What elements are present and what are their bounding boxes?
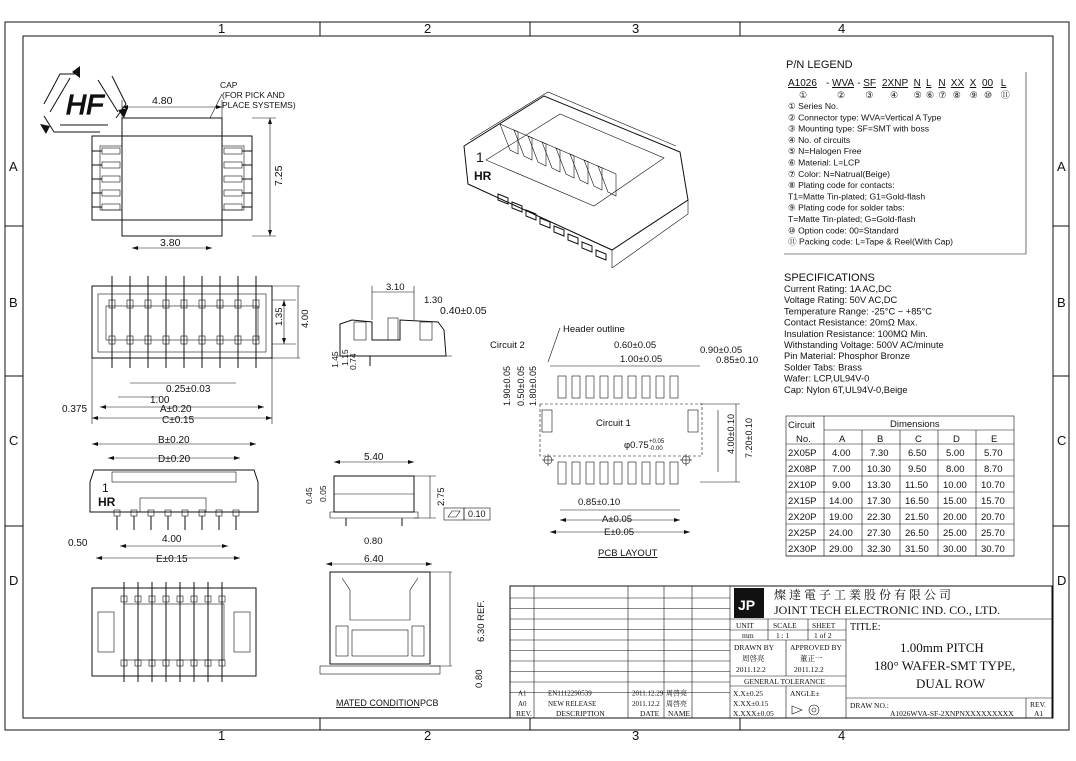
legend-code: 2XNP [882, 78, 909, 89]
scale-header: SCALE [773, 621, 797, 630]
table-col-header: C [915, 434, 922, 445]
table-cell: 17.30 [867, 496, 891, 507]
table-cell: 10.70 [981, 480, 1005, 491]
legend-code-num: ⑪ [1000, 90, 1010, 100]
table-row-label: 2X15P [788, 496, 817, 507]
table-col-header: B [877, 434, 884, 445]
dim-5-40: 5.40 [364, 452, 384, 463]
table-header-dimensions: Dimensions [890, 419, 940, 430]
top-view-cap [92, 80, 296, 250]
circuit-2-label: Circuit 2 [490, 340, 525, 351]
unit-header: UNIT [736, 621, 754, 630]
legend-title: P/N LEGEND [786, 59, 853, 71]
draw-no-header: DRAW NO.: [850, 701, 889, 710]
dim-7-20: 7.20±0.10 [744, 418, 754, 458]
zone-bottom-4: 4 [838, 728, 846, 743]
legend-line: ① Series No. [788, 101, 839, 111]
legend-code-num: ⑤ [913, 90, 922, 100]
zone-right-b: B [1057, 295, 1066, 310]
table-cell: 15.00 [943, 496, 967, 507]
zone-top-1: 1 [218, 21, 226, 36]
table-cell: 14.00 [829, 496, 853, 507]
halogen-free-logo [40, 66, 128, 134]
table-cell: 13.30 [867, 480, 891, 491]
table-cell: 27.30 [867, 528, 891, 539]
zone-top-3: 3 [632, 21, 640, 36]
revision-cell: 周啓亮 [666, 689, 687, 698]
revision-cell: 2011.12.2 [632, 700, 660, 708]
pcb-label: PCB [420, 698, 439, 708]
zone-right-d: D [1057, 573, 1067, 588]
dim-0-80-mated: 0.80 [474, 669, 485, 688]
table-cell: 4.00 [832, 448, 851, 459]
dim-0-45: 0.45 [304, 487, 314, 504]
table-cell: 29.00 [829, 544, 853, 555]
table-cell: 11.50 [905, 480, 929, 491]
dim-1-45: 1.45 [330, 351, 340, 368]
front-mark-hr: HR [98, 495, 116, 509]
dim-3-80: 3.80 [160, 237, 181, 249]
table-cell: 32.30 [867, 544, 891, 555]
table-cell: 10.00 [943, 480, 967, 491]
dim-4-00-front: 4.00 [162, 534, 182, 545]
dim-e-front: E±0.15 [156, 554, 188, 565]
legend-code: L [926, 78, 932, 89]
revision-header: DATE [640, 709, 660, 718]
title-line-1: 1.00mm PITCH [900, 640, 984, 655]
table-row-label: 2X10P [788, 480, 817, 491]
table-cell: 19.00 [829, 512, 853, 523]
legend-code: WVA [832, 78, 855, 89]
table-cell: 16.50 [905, 496, 929, 507]
dim-1-00-plan: 1.00 [150, 395, 170, 406]
rev-header: REV. [1030, 700, 1046, 709]
title-block [510, 586, 1052, 718]
table-cell: 10.30 [867, 464, 891, 475]
table-header-circuit: Circuit [788, 420, 815, 431]
legend-line: ⑥ Material: L=LCP [788, 157, 860, 168]
logo-text: HF [66, 89, 104, 120]
plan-view [62, 276, 311, 426]
title-line-2: 180° WAFER-SMT TYPE, [874, 658, 1016, 673]
dim-d-front: D±0.20 [158, 454, 191, 465]
rev-value: A1 [1034, 709, 1044, 718]
dim-6-40: 6.40 [364, 554, 384, 565]
front-view [68, 435, 258, 565]
company-name-cn: 燦 達 電 子 工 業 股 份 有 限 公 司 [774, 588, 952, 602]
mated-condition-view [320, 554, 487, 708]
dim-0-90: 0.90±0.05 [700, 345, 743, 356]
dim-1-90: 1.90±0.05 [502, 366, 512, 406]
zone-left-d: D [9, 573, 19, 588]
dim-0-40: 0.40±0.05 [440, 305, 487, 317]
dim-a-pcb: A±0.05 [602, 514, 633, 525]
scale-value: 1 : 1 [776, 631, 790, 640]
revision-header: REV. [516, 709, 532, 718]
dim-0-50-front: 0.50 [68, 538, 88, 549]
spec-line: Current Rating: 1A AC,DC [784, 284, 892, 294]
legend-code-num: ⑩ [984, 90, 993, 100]
table-col-header: D [953, 434, 960, 445]
table-cell: 22.30 [867, 512, 891, 523]
unit-value: mm [742, 631, 754, 640]
zone-bottom-2: 2 [424, 728, 432, 743]
legend-code-num: ⑧ [952, 90, 961, 100]
drawn-by-name: 周啓亮 [742, 654, 765, 663]
table-cell: 7.00 [832, 464, 851, 475]
dim-1-30: 1.30 [424, 295, 443, 306]
table-col-header: E [991, 434, 998, 445]
approved-date: 2011.12.2 [794, 665, 824, 674]
dim-0-05: 0.05 [318, 485, 328, 502]
sheet-header: SHEET [812, 621, 836, 630]
zone-right-c: C [1057, 433, 1067, 448]
zone-bottom-3: 3 [632, 728, 640, 743]
mated-label: MATED CONDITION [336, 698, 420, 708]
revision-cell: EN1112290539 [548, 689, 592, 698]
legend-line: ⑪ Packing code: L=Tape & Reel(With Cap) [788, 236, 954, 247]
zone-top-4: 4 [838, 21, 846, 36]
legend-code: A1026 [788, 78, 817, 89]
table-cell: 20.70 [981, 512, 1005, 523]
legend-line: ⑦ Color: N=Natrual(Beige) [788, 168, 891, 179]
dim-0-74: 0.74 [348, 353, 358, 370]
legend-code-num: ⑥ [926, 90, 935, 100]
legend-code-num: ④ [890, 90, 899, 100]
circuit-1-label: Circuit 1 [596, 418, 631, 429]
front-mark-1: 1 [102, 481, 109, 495]
legend-code-num: ① [799, 90, 808, 100]
spec-line: Voltage Rating: 50V AC,DC [784, 295, 898, 306]
iso-mark-1: 1 [476, 149, 484, 165]
dim-4-00-plan: 4.00 [300, 309, 311, 328]
dim-a-plan: A±0.20 [160, 404, 192, 415]
table-cell: 20.00 [943, 512, 967, 523]
legend-code: N [913, 78, 921, 89]
dim-2-75: 2.75 [436, 487, 447, 506]
spec-line: Cap: Nylon 6T,UL94V-0,Beige [784, 384, 908, 395]
legend-code: L [1000, 78, 1007, 89]
legend-line: ⑩ Option code: 00=Standard [788, 225, 899, 236]
svg-text:JP: JP [738, 597, 756, 613]
table-row-label: 2X20P [788, 512, 817, 523]
revision-cell: A0 [518, 700, 527, 708]
revision-header: DESCRIPTION [556, 709, 605, 718]
company-name-en: JOINT TECH ELECTRONIC IND. CO., LTD. [774, 603, 1001, 617]
tolerance-1: X.X±0.25 [733, 689, 763, 698]
legend-line: ⑨ Plating code for solder tabs: [788, 202, 905, 213]
zone-top-2: 2 [424, 21, 432, 36]
spec-line: Withstanding Voltage: 500V AC/minute [784, 340, 944, 350]
legend-code: N [938, 78, 946, 89]
legend-code: XX [950, 78, 965, 89]
table-cell: 25.70 [981, 528, 1005, 539]
dim-3-10: 3.10 [386, 282, 405, 293]
legend-code-num: ⑨ [969, 90, 978, 100]
dim-pitch: 0.25±0.03 [166, 384, 211, 395]
table-cell: 24.00 [829, 528, 853, 539]
dim-6-30: 6.30 REF. [476, 600, 487, 642]
table-row-label: 2X05P [788, 448, 817, 459]
table-row-label: 2X08P [788, 464, 817, 475]
zone-left-c: C [9, 433, 19, 448]
revision-cell: 2011.12.29 [632, 689, 664, 698]
legend-line: ④ No. of circuits [788, 134, 851, 145]
table-cell: 6.50 [908, 448, 927, 459]
dim-b-front: B±0.20 [158, 435, 190, 446]
spec-line: Wafer: LCP,UL94V-0 [784, 373, 870, 384]
dim-7-25: 7.25 [273, 165, 285, 186]
table-row-label: 2X25P [788, 528, 817, 539]
drawn-date: 2011.12.2 [736, 665, 766, 674]
table-cell: 31.50 [905, 544, 929, 555]
legend-code-sep: - [826, 78, 830, 89]
angle-header: ANGLE± [790, 689, 820, 698]
draw-no-value: A1026WVA-SF-2XNPNXXXXXXXXX [890, 709, 1014, 718]
tolerance-2: X.XX±0.15 [733, 699, 769, 708]
pn-legend [784, 59, 1026, 254]
cap-label-3: PLACE SYSTEMS) [222, 100, 296, 110]
table-cell: 8.70 [984, 464, 1003, 475]
legend-line: ⑧ Plating code for contacts: [788, 180, 895, 191]
dim-0-60: 0.60±0.05 [614, 340, 657, 351]
table-cell: 30.70 [981, 544, 1005, 555]
zone-bottom-1: 1 [218, 728, 226, 743]
table-col-header: A [839, 434, 846, 445]
title-header: TITLE: [850, 622, 881, 633]
dim-0-75: φ0.75 [624, 440, 649, 451]
legend-code: X [969, 78, 977, 89]
table-cell: 25.00 [943, 528, 967, 539]
tolerance-header: GENERAL TOLERANCE [744, 677, 825, 686]
side-view [304, 452, 490, 547]
dim-0-75-tol-bot: -0.00 [649, 446, 663, 452]
legend-code-num: ② [837, 90, 846, 100]
spec-line: Solder Tabs: Brass [784, 362, 862, 373]
pcb-layout-title: PCB LAYOUT [598, 548, 658, 559]
table-header-no: No. [796, 434, 811, 445]
spec-line: Pin Material: Phosphor Bronze [784, 351, 911, 362]
dim-1-00-pcb: 1.00±0.05 [620, 354, 663, 365]
revision-cell: 周啓亮 [666, 700, 687, 708]
zone-right-a: A [1057, 159, 1066, 174]
table-row-label: 2X30P [788, 544, 817, 555]
dim-4-80: 4.80 [152, 95, 173, 107]
zone-left-a: A [9, 159, 18, 174]
dimension-table [786, 416, 1014, 556]
legend-code-num: ③ [865, 90, 874, 100]
dim-1-80: 1.80±0.05 [528, 366, 538, 406]
table-cell: 21.50 [905, 512, 929, 523]
cap-label-1: CAP [220, 80, 238, 90]
table-cell: 8.00 [946, 464, 965, 475]
approved-by-header: APPROVED BY [790, 643, 842, 652]
dim-1-15: 1.15 [340, 349, 350, 366]
table-cell: 5.70 [984, 448, 1003, 459]
legend-line: ⑤ N=Halogen Free [788, 146, 862, 157]
side-section [330, 282, 487, 370]
legend-line: T1=Matte Tin-plated; G1=Gold-flash [788, 191, 926, 202]
specifications [784, 272, 944, 395]
revision-cell: NEW RELEASE [548, 700, 597, 708]
table-cell: 15.70 [981, 496, 1005, 507]
table-cell: 7.30 [870, 448, 889, 459]
table-cell: 5.00 [946, 448, 965, 459]
dim-e-pcb: E±0.05 [604, 527, 635, 538]
dim-0-375: 0.375 [62, 404, 88, 415]
tolerance-3: X.XXX±0.05 [733, 709, 774, 718]
table-cell: 9.50 [908, 464, 927, 475]
dim-0-85-top: 0.85±0.10 [716, 355, 759, 366]
legend-code-sep: - [857, 78, 861, 89]
dim-0-50-pcb: 0.50±0.05 [516, 366, 526, 406]
flatness-value: 0.10 [468, 509, 486, 519]
legend-line: ③ Mounting type: SF=SMT with boss [788, 123, 930, 134]
header-outline-label: Header outline [563, 324, 625, 335]
spec-line: Contact Resistance: 20mΩ Max. [784, 317, 918, 328]
bottom-view [92, 582, 256, 682]
revision-header: NAME [668, 709, 691, 718]
dim-0-80-side: 0.80 [364, 536, 383, 547]
title-line-3: DUAL ROW [916, 676, 986, 691]
dim-0-75-tol-top: +0.05 [649, 439, 665, 445]
drawn-by-header: DRAWN BY [734, 643, 775, 652]
zone-left-b: B [9, 295, 18, 310]
projection-symbol [792, 706, 802, 714]
table-cell: 30.00 [943, 544, 967, 555]
dim-c-plan: C±0.15 [162, 415, 195, 426]
spec-line: Insulation Resistance: 100MΩ Min. [784, 328, 928, 339]
dim-4-00-pcb: 4.00±0.10 [726, 414, 736, 454]
revision-cell: A1 [518, 689, 527, 698]
legend-line: T=Matte Tin-plated; G=Gold-flash [788, 214, 916, 224]
approved-by-name: 董正一 [800, 654, 823, 663]
legend-code: 00 [982, 78, 994, 89]
iso-mark-hr: HR [474, 169, 492, 183]
pcb-layout [490, 324, 758, 559]
legend-code: SF [863, 78, 876, 89]
legend-line: ② Connector type: WVA=Vertical A Type [788, 112, 942, 123]
dim-1-35: 1.35 [274, 307, 285, 326]
table-cell: 26.50 [905, 528, 929, 539]
dim-0-85-bot: 0.85±0.10 [578, 497, 621, 508]
spec-line: Temperature Range: -25°C ~ +85°C [784, 306, 933, 317]
cap-label-2: (FOR PICK AND [222, 90, 285, 100]
isometric-view [464, 92, 688, 268]
legend-code-num: ⑦ [938, 90, 947, 100]
sheet-value: 1 of 2 [814, 631, 832, 640]
table-cell: 9.00 [832, 480, 851, 491]
spec-title: SPECIFICATIONS [784, 272, 875, 284]
